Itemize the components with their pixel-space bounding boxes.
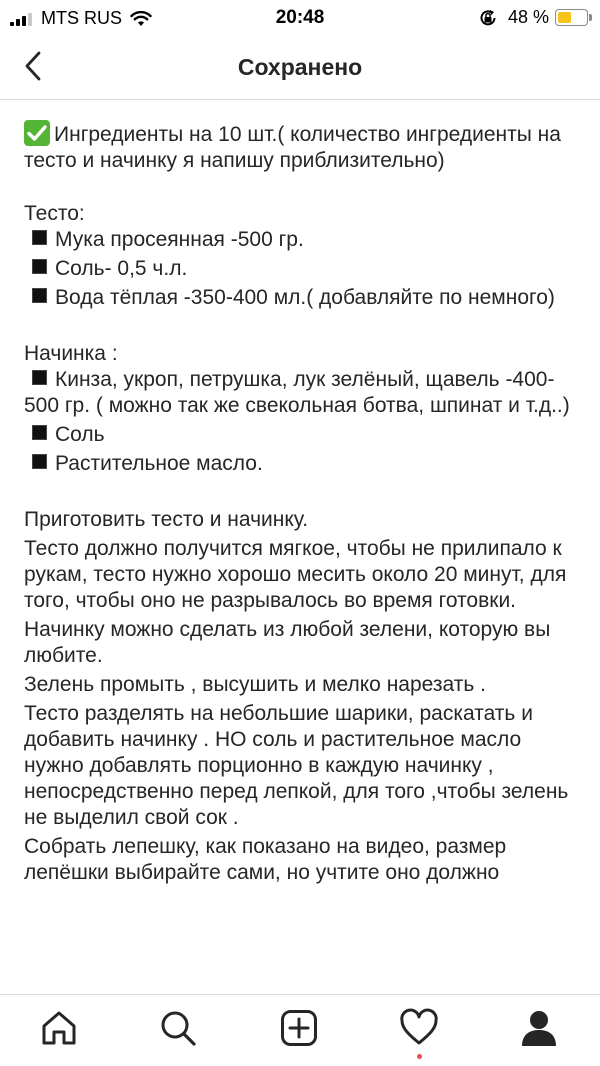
check-mark-icon — [24, 120, 50, 146]
status-bar — [0, 0, 600, 36]
step-text: Зелень промыть , высушить и мелко нарезать . — [24, 673, 486, 696]
filling-item: Растительное масло. — [24, 451, 576, 477]
activity-heart-icon — [399, 1008, 439, 1048]
post-caption — [0, 100, 600, 994]
step-text: Тесто должно получится мягкое, чтобы не прилипало к рукам, тесто нужно хорошо месить около 20 минут, для того, чтобы оно не разрывалось во время готовки. — [24, 537, 567, 612]
tab-profile[interactable] — [509, 1005, 569, 1051]
navigation-bar — [0, 36, 600, 100]
filling-item: Кинза, укроп, петрушка, лук зелёный, щавель -400-500 гр. ( можно так же свекольная ботва, шпинат и т.д..) — [24, 368, 570, 417]
tab-home[interactable] — [29, 1005, 89, 1051]
notification-dot — [417, 1054, 422, 1059]
home-icon — [39, 1008, 79, 1048]
clock: 20:48 — [275, 7, 325, 28]
step-text: Тесто разделять на небольшие шарики, раскатать и добавить начинку . НО соль и растительное масло нужно добавлять порционно в каждую начинку , непосредственно перед лепкой, для того ,чтобы зелень не выделил свой сок . — [24, 702, 569, 829]
step-text: Собрать лепешку, как показано на видео, размер лепёшки выбирайте сами, но учтите оно должно — [24, 835, 507, 884]
battery-icon — [555, 9, 588, 26]
bullet-square-icon — [32, 454, 47, 469]
rotation-lock-icon — [478, 8, 498, 28]
filling-item: Соль — [24, 422, 576, 448]
profile-icon — [519, 1008, 559, 1048]
bullet-square-icon — [32, 425, 47, 440]
dough-item: Соль- 0,5 ч.л. — [24, 256, 576, 282]
search-icon — [158, 1008, 198, 1048]
battery-level — [558, 12, 571, 23]
dough-header: Тесто: — [24, 202, 85, 225]
page-title: Сохранено — [237, 54, 363, 80]
bottom-tab-bar — [0, 994, 600, 1066]
tab-activity[interactable] — [389, 1005, 449, 1051]
intro-text: Ингредиенты на 10 шт.( количество ингредиенты на тесто и начинку я напишу приблизительно) — [24, 123, 561, 172]
dough-item: Вода тёплая -350-400 мл.( добавляйте по немного) — [24, 285, 576, 311]
tab-search[interactable] — [148, 1005, 208, 1051]
bullet-square-icon — [32, 259, 47, 274]
carrier-name: MTS RUS — [41, 8, 122, 28]
step-text: Приготовить тесто и начинку. — [24, 508, 309, 531]
bullet-square-icon — [32, 230, 47, 245]
step-text: Начинку можно сделать из любой зелени, которую вы любите. — [24, 618, 551, 667]
battery-percentage: 48 % — [507, 7, 549, 27]
new-post-icon — [279, 1008, 319, 1048]
ingredients-intro — [24, 120, 576, 174]
tab-new-post[interactable] — [269, 1005, 329, 1051]
dough-item: Мука просеянная -500 гр. — [24, 227, 576, 253]
filling-header: Начинка : — [24, 342, 118, 365]
bullet-square-icon — [32, 288, 47, 303]
bullet-square-icon — [32, 370, 47, 385]
